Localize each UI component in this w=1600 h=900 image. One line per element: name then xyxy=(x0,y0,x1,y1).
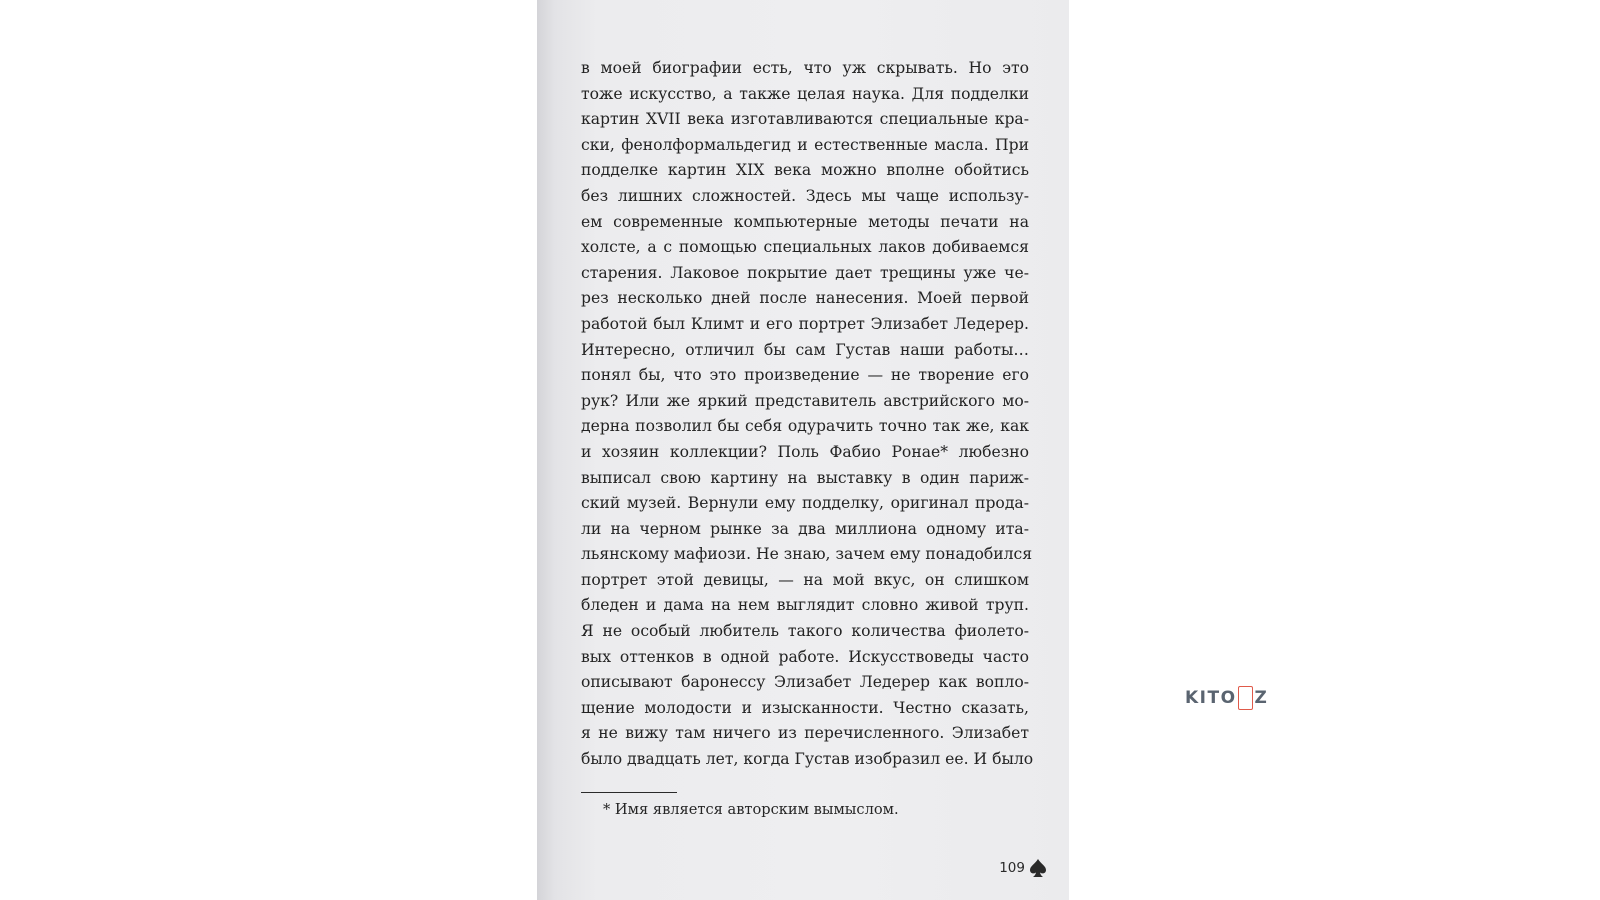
text-line: ски, фенолформальдегид и естественные масла. При xyxy=(581,135,1029,154)
text-line: работой был Климт и его портрет Элизабет Ледерер. xyxy=(581,314,1029,333)
watermark-text-left: KITO xyxy=(1185,688,1237,708)
text-line: дерна позволил бы себя одурачить точно так же, как xyxy=(581,417,1029,436)
text-line: рез несколько дней после нанесения. Моей первой xyxy=(581,289,1029,308)
text-line: льянскому мафиози. Не знаю, зачем ему понадобился xyxy=(581,545,1033,564)
text-line: ли на черном рынке за два миллиона одному ита- xyxy=(581,519,1029,538)
page-footer xyxy=(999,858,1047,878)
text-line: тоже искусство, а также целая наука. Для подделки xyxy=(581,84,1029,103)
text-line: Интересно, отличил бы сам Густав наши работы… xyxy=(581,340,1029,359)
footnote: * Имя является авторским вымыслом. xyxy=(603,801,899,818)
text-line: ем современные компьютерные методы печати на xyxy=(581,212,1029,231)
text-line: рук? Или же яркий представитель австрийского мо- xyxy=(581,391,1029,410)
watermark-logo xyxy=(1185,686,1268,710)
text-line: и хозяин коллекции? Поль Фабио Ронае* любезно xyxy=(581,442,1029,461)
text-line: ский музей. Вернули ему подделку, оригинал прода- xyxy=(581,494,1029,513)
text-line: я не вижу там ничего из перечисленного. Элизабет xyxy=(581,724,1029,743)
footnote-divider xyxy=(581,792,677,793)
text-line: щение молодости и изысканности. Честно сказать, xyxy=(581,698,1029,717)
text-line: понял бы, что это произведение — не творение его xyxy=(581,366,1029,385)
text-line: холсте, а с помощью специальных лаков добиваемся xyxy=(581,238,1029,257)
text-line: портрет этой девицы, — на мой вкус, он слишком xyxy=(581,570,1029,589)
text-line: старения. Лаковое покрытие дает трещины уже че- xyxy=(581,263,1029,282)
text-line: подделке картин XIX века можно вполне обойтись xyxy=(581,161,1029,180)
text-line: вых оттенков в одной работе. Искусствоведы часто xyxy=(581,647,1029,666)
text-line: бледен и дама на нем выглядит словно живой труп. xyxy=(581,596,1029,615)
text-line: выписал свою картину на выставку в один париж- xyxy=(581,468,1029,487)
text-line: Я не особый любитель такого количества фиолето- xyxy=(581,622,1029,641)
text-line: картин XVII века изготавливаются специальные кра- xyxy=(581,110,1029,129)
spade-icon xyxy=(1029,858,1047,878)
text-line: было двадцать лет, когда Густав изобразил ее. И было xyxy=(581,750,1034,769)
text-line: описывают баронессу Элизабет Ледерер как вопло- xyxy=(581,673,1029,692)
text-line: без лишних сложностей. Здесь мы чаще использу- xyxy=(581,186,1029,205)
body-text xyxy=(581,56,1034,773)
book-page xyxy=(537,0,1069,900)
watermark-text-right: Z xyxy=(1254,688,1269,708)
page-number: 109 xyxy=(999,860,1025,876)
text-line: в моей биографии есть, что уж скрывать. Но это xyxy=(581,59,1029,77)
watermark-box-icon xyxy=(1238,686,1253,710)
